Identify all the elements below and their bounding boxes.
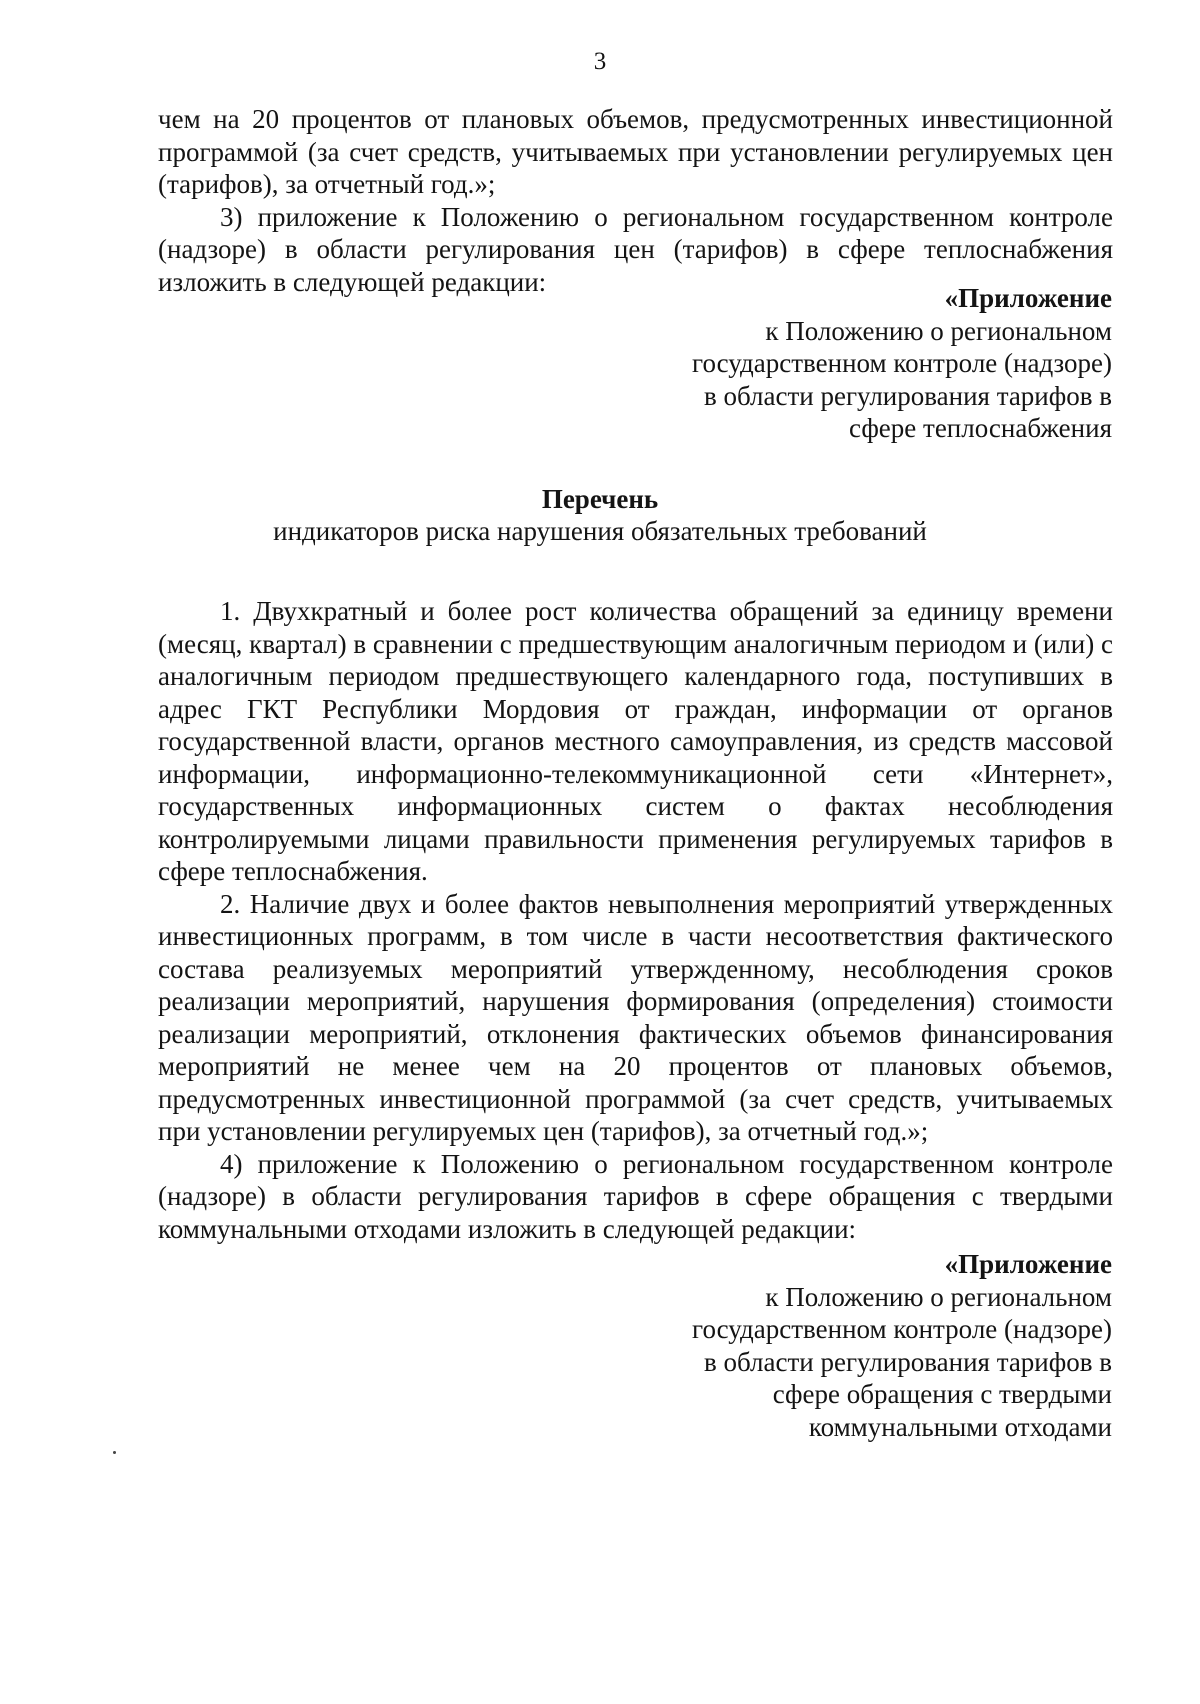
list-heading [0, 483, 1200, 547]
intro-paragraph: чем на 20 процентов от плановых объемов, предусмотренных инвестиционной программой (за счет средств, учитываемых при установлении регулируемых цен (тарифов), за отчетный год.»; [158, 104, 1113, 199]
appendix-1-title: «Приложение [944, 283, 1112, 313]
appendix-2-heading [592, 1248, 1112, 1443]
list-subtitle: индикаторов риска нарушения обязательных требований [273, 516, 927, 546]
appendix-1-line: в области регулирования тарифов в [703, 380, 1112, 411]
page-number: 3 [593, 48, 607, 75]
indicators-block [158, 595, 1113, 1245]
indicator-item-1: 1. Двухкратный и более рост количества обращений за единицу времени (месяц, квартал) в сравнении с предшествующим аналогичным периодом и (или) с аналогичным периодом предшествующего календарного года, поступивших в адрес ГКТ Республики Мордовия от граждан, информации от органов государственной власти, органов местного самоуправления, из средств массовой информации, информационно-телекоммуникационной сети «Интернет», государственных информационных систем о фактах несоблюдения контролируемыми лицами правильности применения регулируемых тарифов в сфере теплоснабжения. [158, 596, 1113, 886]
list-title: Перечень [541, 484, 659, 514]
appendix-2-line: сфере обращения с твердыми [772, 1379, 1112, 1409]
appendix-2-line: в области регулирования тарифов в [703, 1346, 1112, 1377]
scan-speck [113, 1451, 116, 1454]
appendix-2-line: коммунальными отходами [808, 1411, 1112, 1442]
appendix-1-line: сфере теплоснабжения [849, 413, 1112, 443]
appendix-1-line: к Положению о региональном [765, 315, 1112, 346]
indicator-item-2: 2. Наличие двух и более фактов невыполнения мероприятий утвержденных инвестиционных программ, в том числе в части несоответствия фактического состава реализуемых мероприятий утвержденному, несоблюдения сроков реализации мероприятий, нарушения формирования (определения) стоимости реализации мероприятий, отклонения фактических объемов финансирования мероприятий не менее чем на 20 процентов от плановых объемов, предусмотренных инвестиционной программой (за счет средств, учитываемых при установлении регулируемых цен (тарифов), за отчетный год.»; [158, 888, 1113, 1146]
intro-block [158, 103, 1113, 298]
appendix-2-title: «Приложение [944, 1249, 1112, 1279]
appendix-2-line: государственном контроле (надзоре) [692, 1314, 1112, 1344]
appendix-2-line: к Положению о региональном [765, 1281, 1112, 1312]
appendix-1-line: государственном контроле (надзоре) [692, 348, 1112, 378]
item-3-paragraph: 3) приложение к Положению о региональном государственном контроле (надзоре) в области регулирования цен (тарифов) в сфере теплоснабжения изложить в следующей редакции: [158, 201, 1113, 297]
appendix-1-heading [592, 282, 1112, 445]
item-4-paragraph: 4) приложение к Положению о региональном государственном контроле (надзоре) в области регулирования тарифов в сфере обращения с твердыми коммунальными отходами изложить в следующей редакции: [158, 1148, 1113, 1244]
